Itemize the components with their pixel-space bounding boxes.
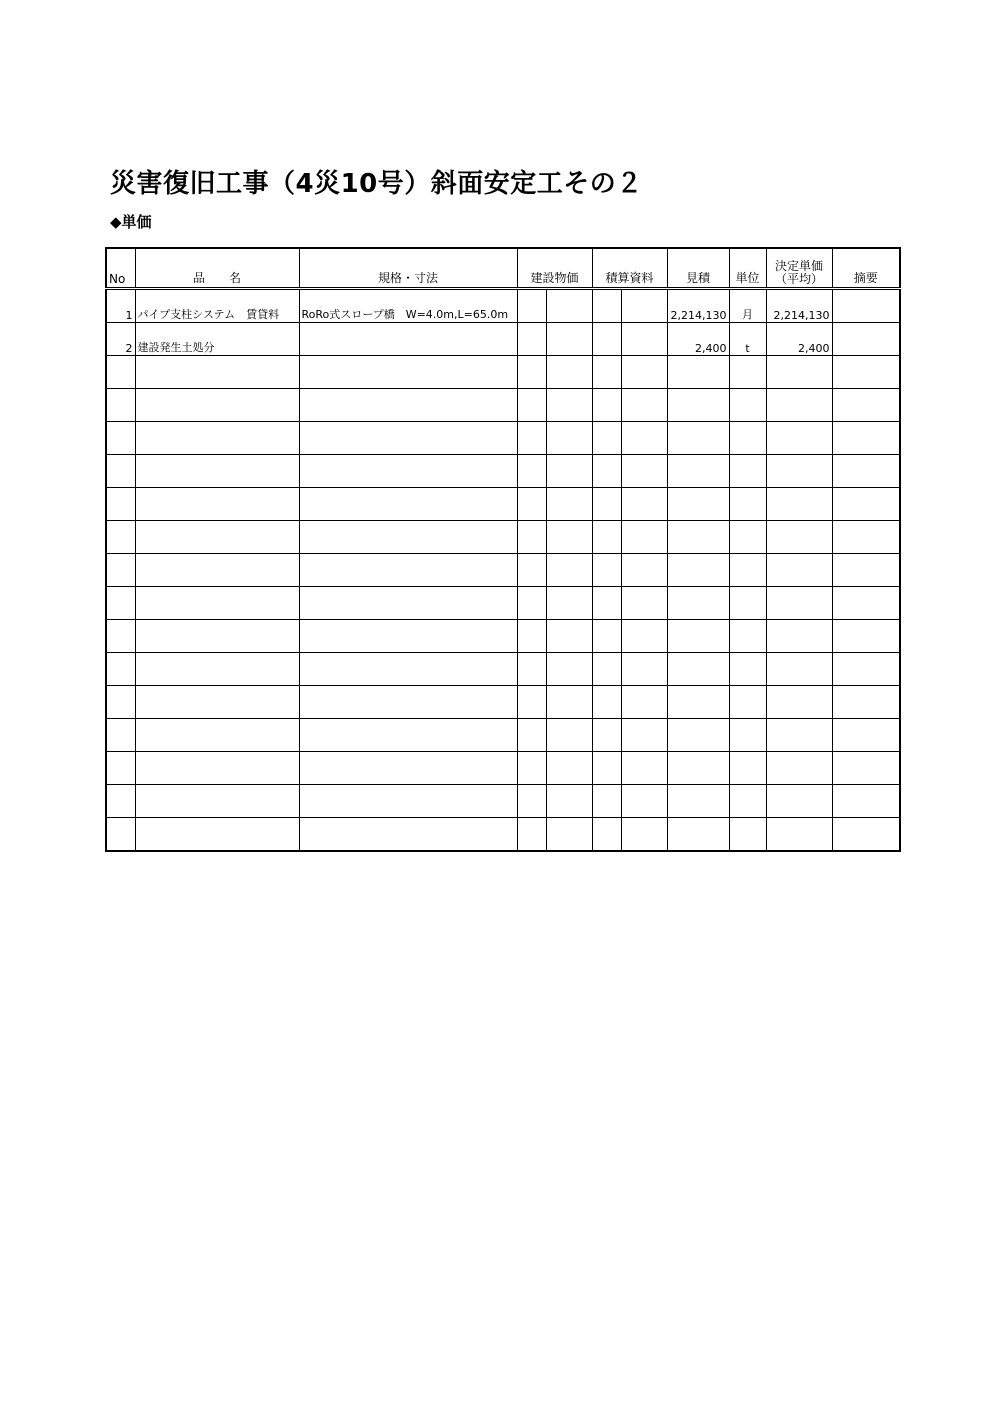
cell-remarks xyxy=(832,389,900,422)
section-label: ◆単価 xyxy=(110,213,152,231)
cell-item-name xyxy=(135,422,299,455)
cell-item-name xyxy=(135,389,299,422)
cell-estimate-material-b xyxy=(621,289,667,323)
cell-spec xyxy=(299,323,517,356)
cell-quote xyxy=(667,455,729,488)
header-decided-unit-price xyxy=(766,248,832,289)
empty-table-row xyxy=(106,752,900,785)
empty-table-row xyxy=(106,488,900,521)
cell-estimate-material-b xyxy=(621,389,667,422)
cell-quote xyxy=(667,389,729,422)
cell-no xyxy=(106,587,135,620)
cell-construction-price-a xyxy=(517,818,546,852)
cell-decided-unit-price xyxy=(766,719,832,752)
cell-unit xyxy=(729,587,766,620)
cell-estimate-material-a xyxy=(592,587,621,620)
cell-quote xyxy=(667,422,729,455)
cell-decided-unit-price xyxy=(766,587,832,620)
cell-decided-unit-price xyxy=(766,356,832,389)
cell-construction-price-a xyxy=(517,785,546,818)
cell-no xyxy=(106,785,135,818)
header-item-name: 品 名 xyxy=(135,248,299,289)
empty-table-row xyxy=(106,587,900,620)
cell-unit xyxy=(729,356,766,389)
cell-decided-unit-price xyxy=(766,488,832,521)
cell-unit xyxy=(729,554,766,587)
cell-construction-price-a xyxy=(517,455,546,488)
cell-spec xyxy=(299,752,517,785)
cell-no xyxy=(106,818,135,852)
cell-estimate-material-a xyxy=(592,389,621,422)
cell-estimate-material-b xyxy=(621,686,667,719)
header-row xyxy=(106,248,900,289)
empty-table-row xyxy=(106,389,900,422)
cell-remarks xyxy=(832,323,900,356)
header-unit: 単位 xyxy=(729,248,766,289)
cell-decided-unit-price: 2,400 xyxy=(766,323,832,356)
cell-remarks xyxy=(832,686,900,719)
cell-item-name xyxy=(135,686,299,719)
cell-spec xyxy=(299,587,517,620)
cell-item-name xyxy=(135,620,299,653)
cell-no xyxy=(106,752,135,785)
cell-construction-price-a xyxy=(517,356,546,389)
cell-spec xyxy=(299,356,517,389)
cell-item-name xyxy=(135,455,299,488)
cell-estimate-material-b xyxy=(621,719,667,752)
cell-unit xyxy=(729,422,766,455)
cell-remarks xyxy=(832,818,900,852)
cell-no xyxy=(106,653,135,686)
cell-estimate-material-a xyxy=(592,686,621,719)
cell-decided-unit-price xyxy=(766,521,832,554)
cell-no xyxy=(106,488,135,521)
cell-estimate-material-b xyxy=(621,422,667,455)
cell-remarks xyxy=(832,719,900,752)
cell-estimate-material-b xyxy=(621,356,667,389)
cell-estimate-material-b xyxy=(621,818,667,852)
cell-unit xyxy=(729,389,766,422)
cell-quote xyxy=(667,752,729,785)
cell-estimate-material-b xyxy=(621,554,667,587)
cell-no: 1 xyxy=(106,289,135,323)
cell-construction-price-b xyxy=(546,323,592,356)
cell-construction-price-b xyxy=(546,488,592,521)
empty-table-row xyxy=(106,422,900,455)
cell-construction-price-b xyxy=(546,389,592,422)
cell-spec xyxy=(299,554,517,587)
cell-quote xyxy=(667,521,729,554)
cell-no xyxy=(106,554,135,587)
cell-construction-price-b xyxy=(546,653,592,686)
cell-construction-price-a xyxy=(517,653,546,686)
cell-quote xyxy=(667,587,729,620)
cell-no xyxy=(106,521,135,554)
cell-estimate-material-b xyxy=(621,323,667,356)
cell-spec xyxy=(299,785,517,818)
cell-remarks xyxy=(832,289,900,323)
cell-estimate-material-a xyxy=(592,785,621,818)
cell-construction-price-a xyxy=(517,752,546,785)
cell-remarks xyxy=(832,356,900,389)
cell-estimate-material-b xyxy=(621,653,667,686)
cell-remarks xyxy=(832,554,900,587)
cell-spec xyxy=(299,521,517,554)
cell-decided-unit-price xyxy=(766,818,832,852)
cell-remarks xyxy=(832,587,900,620)
cell-remarks xyxy=(832,422,900,455)
cell-spec: RoRo式スロープ橋 W=4.0m,L=65.0m xyxy=(299,289,517,323)
cell-unit xyxy=(729,818,766,852)
table-body xyxy=(106,289,900,852)
cell-quote xyxy=(667,719,729,752)
cell-remarks xyxy=(832,620,900,653)
cell-construction-price-b xyxy=(546,686,592,719)
cell-estimate-material-a xyxy=(592,554,621,587)
cell-no xyxy=(106,620,135,653)
cell-decided-unit-price xyxy=(766,752,832,785)
cell-remarks xyxy=(832,752,900,785)
cell-no xyxy=(106,719,135,752)
cell-decided-unit-price: 2,214,130 xyxy=(766,289,832,323)
header-spec: 規格・寸法 xyxy=(299,248,517,289)
cell-estimate-material-a xyxy=(592,356,621,389)
cell-construction-price-a xyxy=(517,719,546,752)
cell-unit xyxy=(729,752,766,785)
cell-quote xyxy=(667,653,729,686)
cell-construction-price-b xyxy=(546,719,592,752)
cell-estimate-material-a xyxy=(592,620,621,653)
cell-no xyxy=(106,389,135,422)
cell-quote xyxy=(667,554,729,587)
header-construction-price: 建設物価 xyxy=(517,248,592,289)
cell-construction-price-b xyxy=(546,785,592,818)
cell-spec xyxy=(299,422,517,455)
cell-quote xyxy=(667,818,729,852)
cell-construction-price-a xyxy=(517,422,546,455)
empty-table-row xyxy=(106,521,900,554)
cell-estimate-material-b xyxy=(621,752,667,785)
cell-item-name xyxy=(135,719,299,752)
cell-quote: 2,214,130 xyxy=(667,289,729,323)
cell-unit xyxy=(729,653,766,686)
cell-unit: t xyxy=(729,323,766,356)
empty-table-row xyxy=(106,686,900,719)
cell-item-name xyxy=(135,488,299,521)
cell-estimate-material-b xyxy=(621,455,667,488)
cell-spec xyxy=(299,488,517,521)
cell-construction-price-a xyxy=(517,521,546,554)
header-quote: 見積 xyxy=(667,248,729,289)
cell-item-name xyxy=(135,356,299,389)
cell-unit xyxy=(729,488,766,521)
header-remarks: 摘要 xyxy=(832,248,900,289)
cell-decided-unit-price xyxy=(766,422,832,455)
cell-quote xyxy=(667,686,729,719)
empty-table-row xyxy=(106,620,900,653)
cell-construction-price-b xyxy=(546,289,592,323)
cell-no xyxy=(106,455,135,488)
cell-unit xyxy=(729,521,766,554)
cell-remarks xyxy=(832,521,900,554)
cell-no xyxy=(106,686,135,719)
cell-estimate-material-a xyxy=(592,818,621,852)
cell-item-name xyxy=(135,752,299,785)
header-no: No xyxy=(106,248,135,289)
page-title: 災害復旧工事（4災10号）斜面安定工その２ xyxy=(110,169,643,199)
cell-construction-price-a xyxy=(517,620,546,653)
cell-construction-price-a xyxy=(517,389,546,422)
cell-spec xyxy=(299,455,517,488)
cell-decided-unit-price xyxy=(766,785,832,818)
cell-estimate-material-a xyxy=(592,653,621,686)
empty-table-row xyxy=(106,818,900,852)
cell-decided-unit-price xyxy=(766,389,832,422)
cell-quote xyxy=(667,356,729,389)
cell-construction-price-b xyxy=(546,422,592,455)
cell-construction-price-b xyxy=(546,521,592,554)
cell-estimate-material-b xyxy=(621,785,667,818)
cell-spec xyxy=(299,818,517,852)
table-row xyxy=(106,323,900,356)
cell-unit: 月 xyxy=(729,289,766,323)
cell-construction-price-b xyxy=(546,752,592,785)
cell-construction-price-a xyxy=(517,587,546,620)
cell-construction-price-b xyxy=(546,818,592,852)
cell-item-name xyxy=(135,554,299,587)
header-decided-unit-price-line2: （平均） xyxy=(775,272,824,286)
cell-quote: 2,400 xyxy=(667,323,729,356)
cell-unit xyxy=(729,785,766,818)
empty-table-row xyxy=(106,455,900,488)
cell-estimate-material-b xyxy=(621,587,667,620)
cell-item-name: 建設発生土処分 xyxy=(135,323,299,356)
cell-construction-price-b xyxy=(546,620,592,653)
cell-construction-price-b xyxy=(546,356,592,389)
cell-item-name xyxy=(135,653,299,686)
cell-quote xyxy=(667,785,729,818)
cell-estimate-material-a xyxy=(592,455,621,488)
cell-quote xyxy=(667,620,729,653)
empty-table-row xyxy=(106,719,900,752)
empty-table-row xyxy=(106,653,900,686)
cell-remarks xyxy=(832,653,900,686)
cell-no xyxy=(106,356,135,389)
cell-item-name xyxy=(135,587,299,620)
cell-construction-price-a xyxy=(517,289,546,323)
cell-estimate-material-a xyxy=(592,488,621,521)
cell-item-name: パイプ支柱システム 賃貸料 xyxy=(135,289,299,323)
empty-table-row xyxy=(106,785,900,818)
cell-estimate-material-b xyxy=(621,620,667,653)
cell-construction-price-b xyxy=(546,554,592,587)
cell-remarks xyxy=(832,455,900,488)
cell-spec xyxy=(299,686,517,719)
cell-quote xyxy=(667,488,729,521)
cell-estimate-material-a xyxy=(592,521,621,554)
cell-estimate-material-b xyxy=(621,488,667,521)
cell-estimate-material-a xyxy=(592,323,621,356)
cell-estimate-material-a xyxy=(592,422,621,455)
cell-unit xyxy=(729,686,766,719)
cell-decided-unit-price xyxy=(766,653,832,686)
cell-decided-unit-price xyxy=(766,686,832,719)
empty-table-row xyxy=(106,356,900,389)
cell-no xyxy=(106,422,135,455)
cell-spec xyxy=(299,389,517,422)
cell-construction-price-b xyxy=(546,455,592,488)
cell-construction-price-a xyxy=(517,488,546,521)
cell-construction-price-b xyxy=(546,587,592,620)
cell-unit xyxy=(729,620,766,653)
header-decided-unit-price-line1: 決定単価 xyxy=(775,259,824,273)
header-estimate-material: 積算資料 xyxy=(592,248,667,289)
cell-unit xyxy=(729,455,766,488)
cell-construction-price-a xyxy=(517,323,546,356)
cell-unit xyxy=(729,719,766,752)
cell-remarks xyxy=(832,785,900,818)
cell-item-name xyxy=(135,818,299,852)
cell-estimate-material-a xyxy=(592,719,621,752)
cell-remarks xyxy=(832,488,900,521)
cell-spec xyxy=(299,653,517,686)
cell-item-name xyxy=(135,521,299,554)
cell-no: 2 xyxy=(106,323,135,356)
cell-construction-price-a xyxy=(517,686,546,719)
empty-table-row xyxy=(106,554,900,587)
cell-construction-price-a xyxy=(517,554,546,587)
cell-decided-unit-price xyxy=(766,554,832,587)
unit-price-table xyxy=(105,247,901,852)
cell-decided-unit-price xyxy=(766,620,832,653)
cell-estimate-material-b xyxy=(621,521,667,554)
cell-estimate-material-a xyxy=(592,752,621,785)
cell-spec xyxy=(299,620,517,653)
cell-item-name xyxy=(135,785,299,818)
table-row xyxy=(106,289,900,323)
cell-spec xyxy=(299,719,517,752)
cell-decided-unit-price xyxy=(766,455,832,488)
cell-estimate-material-a xyxy=(592,289,621,323)
